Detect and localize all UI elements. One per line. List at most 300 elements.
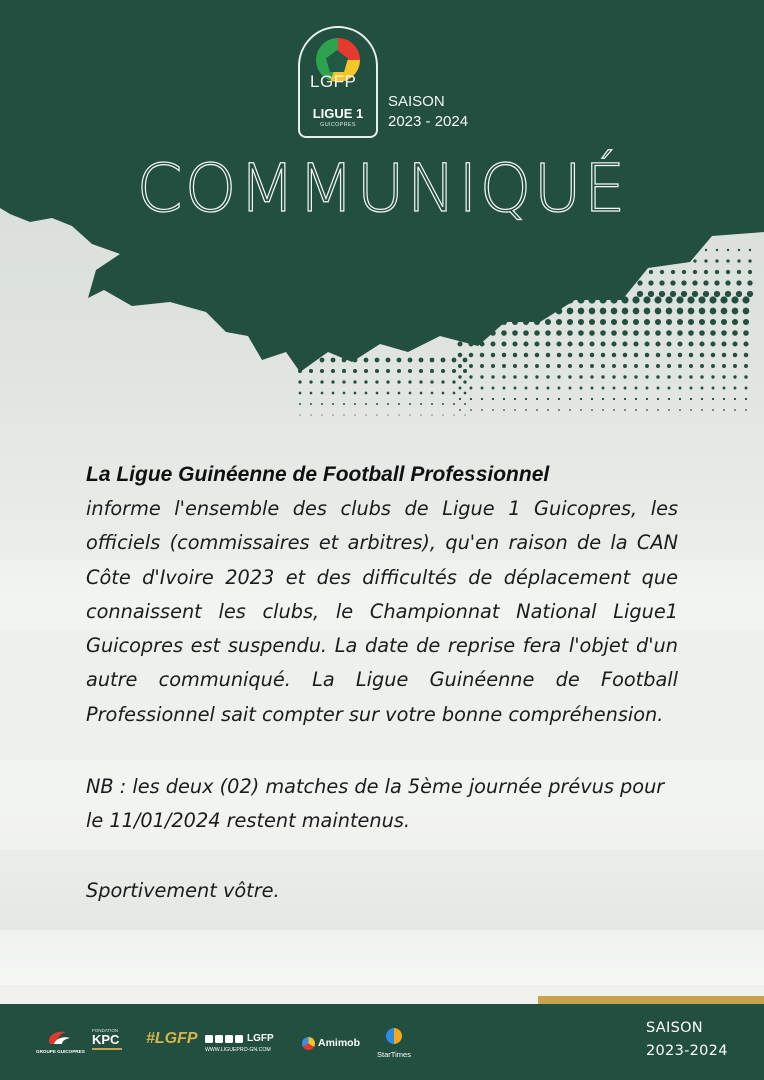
halftone-dot — [579, 353, 584, 358]
halftone-dot — [525, 409, 527, 411]
halftone-dot — [534, 319, 540, 325]
halftone-dot — [716, 249, 718, 251]
halftone-dot — [601, 375, 604, 378]
halftone-dot — [343, 414, 344, 415]
halftone-dot — [536, 398, 538, 400]
halftone-dot — [737, 270, 741, 274]
halftone-dot — [743, 308, 750, 315]
halftone-dot — [184, 291, 186, 293]
halftone-dot — [524, 375, 527, 378]
halftone-dot — [386, 358, 391, 363]
halftone-dot — [555, 296, 562, 303]
halftone-dot — [501, 319, 507, 325]
halftone-dot — [732, 341, 737, 346]
groupe-guicopres-logo — [36, 1028, 85, 1058]
halftone-dot — [748, 259, 751, 262]
halftone-dot — [419, 380, 422, 383]
halftone-dot — [665, 296, 672, 303]
halftone-dot — [430, 380, 433, 383]
halftone-dot — [354, 403, 356, 405]
halftone-dot — [342, 380, 345, 383]
hashtag-lgfp: #LGFP — [146, 1030, 198, 1047]
halftone-dot — [648, 291, 654, 297]
halftone-dot — [557, 364, 561, 368]
halftone-dot — [744, 375, 747, 378]
halftone-dot — [206, 280, 209, 283]
halftone-dot — [310, 403, 312, 405]
halftone-dot — [331, 358, 336, 363]
instagram-icon — [225, 1035, 233, 1043]
halftone-dot — [545, 308, 552, 315]
halftone-dot — [160, 234, 166, 240]
halftone-dot — [490, 319, 496, 325]
halftone-dot — [580, 409, 582, 411]
halftone-dot — [430, 369, 434, 373]
halftone-dot — [479, 330, 485, 336]
halftone-dot — [283, 291, 285, 293]
halftone-dot — [459, 409, 461, 411]
halftone-dot — [216, 268, 220, 272]
halftone-dot — [670, 280, 675, 285]
halftone-dot — [612, 375, 615, 378]
halftone-dot — [216, 257, 220, 261]
halftone-dot — [725, 280, 730, 285]
lgfp-logo — [298, 26, 378, 138]
halftone-dot — [611, 308, 618, 315]
halftone-dot — [699, 341, 704, 346]
halftone-dot — [501, 330, 507, 336]
halftone-dot — [726, 259, 729, 262]
halftone-dot — [733, 353, 738, 358]
halftone-dot — [668, 398, 670, 400]
halftone-dot — [689, 375, 692, 378]
halftone-dot — [139, 268, 143, 272]
halftone-dot — [397, 369, 401, 373]
halftone-dot — [239, 280, 242, 283]
halftone-dot — [292, 234, 298, 240]
halftone-dot — [568, 364, 572, 368]
halftone-dot — [736, 280, 741, 285]
halftone-dot — [464, 392, 467, 395]
halftone-dot — [354, 392, 357, 395]
halftone-dot — [668, 409, 670, 411]
halftone-dot — [173, 280, 176, 283]
halftone-dot — [129, 280, 132, 283]
halftone-dot — [722, 353, 727, 358]
halftone-dot — [731, 296, 738, 303]
halftone-dot — [557, 375, 560, 378]
halftone-dot — [547, 387, 550, 390]
halftone-dot — [463, 358, 468, 363]
halftone-dot — [693, 270, 697, 274]
halftone-dot — [721, 341, 726, 346]
halftone-dot — [637, 280, 642, 285]
halftone-dot — [140, 280, 143, 283]
halftone-dot — [567, 319, 573, 325]
halftone-dot — [650, 249, 652, 251]
halftone-dot — [679, 409, 681, 411]
halftone-dot — [386, 380, 389, 383]
halftone-dot — [468, 341, 473, 346]
halftone-dot — [700, 353, 705, 358]
halftone-dot — [644, 308, 651, 315]
halftone-dot — [557, 353, 562, 358]
halftone-dot — [524, 353, 529, 358]
halftone-dot — [688, 308, 695, 315]
halftone-dot — [365, 414, 366, 415]
halftone-dot — [408, 369, 412, 373]
halftone-dot — [354, 414, 355, 415]
halftone-dot — [535, 353, 540, 358]
halftone-dot — [299, 392, 302, 395]
halftone-dot — [699, 319, 705, 325]
halftone-dot — [457, 341, 462, 346]
halftone-dot — [353, 369, 357, 373]
halftone-dot — [689, 353, 694, 358]
amimob-mark-icon — [302, 1037, 315, 1050]
halftone-dot — [469, 353, 474, 358]
halftone-dot — [580, 387, 583, 390]
halftone-dot — [569, 409, 571, 411]
halftone-dot — [688, 330, 694, 336]
halftone-dot — [398, 392, 401, 395]
halftone-dot — [409, 403, 411, 405]
halftone-dot — [387, 403, 389, 405]
halftone-dot — [293, 257, 297, 261]
halftone-dot — [183, 246, 188, 251]
halftone-dot — [431, 392, 434, 395]
halftone-dot — [745, 387, 748, 390]
halftone-dot — [667, 353, 672, 358]
halftone-dot — [128, 246, 133, 251]
halftone-dot — [503, 398, 505, 400]
halftone-dot — [692, 280, 697, 285]
halftone-dot — [490, 330, 496, 336]
guicopres-mark-icon — [36, 1028, 82, 1048]
halftone-dot — [193, 234, 199, 240]
halftone-dot — [749, 249, 751, 251]
halftone-dot — [623, 364, 627, 368]
halftone-dot — [655, 319, 661, 325]
halftone-dot — [534, 341, 539, 346]
halftone-dot — [468, 330, 474, 336]
halftone-dot — [578, 341, 583, 346]
halftone-dot — [721, 319, 727, 325]
startimes-mark-icon — [386, 1028, 402, 1044]
halftone-dot — [139, 257, 143, 261]
halftone-dot — [419, 369, 423, 373]
halftone-dot — [578, 319, 584, 325]
halftone-dot — [514, 387, 517, 390]
halftone-dot — [259, 234, 265, 240]
halftone-dot — [321, 392, 324, 395]
halftone-dot — [569, 387, 572, 390]
halftone-dot — [657, 398, 659, 400]
halftone-dot — [734, 387, 737, 390]
halftone-dot — [660, 259, 663, 262]
halftone-dot — [310, 414, 311, 415]
halftone-dot — [589, 330, 595, 336]
startimes-logo — [374, 1028, 414, 1060]
halftone-dot — [309, 369, 313, 373]
halftone-dot — [681, 280, 686, 285]
halftone-dot — [376, 403, 378, 405]
halftone-dot — [459, 387, 462, 390]
halftone-dot — [747, 291, 753, 297]
halftone-dot — [723, 398, 725, 400]
halftone-dot — [715, 259, 718, 262]
halftone-dot — [682, 270, 686, 274]
halftone-dot — [726, 270, 730, 274]
halftone-dot — [320, 358, 325, 363]
halftone-dot — [249, 246, 254, 251]
halftone-dot — [320, 380, 323, 383]
halftone-dot — [442, 414, 443, 415]
halftone-dot — [469, 364, 473, 368]
halftone-dot — [567, 341, 572, 346]
halftone-dot — [490, 308, 497, 315]
halftone-dot — [150, 268, 154, 272]
halftone-dot — [679, 398, 681, 400]
halftone-dot — [590, 375, 593, 378]
halftone-dot — [184, 280, 187, 283]
halftone-dot — [237, 234, 243, 240]
halftone-dot — [491, 364, 495, 368]
halftone-dot — [655, 341, 660, 346]
halftone-dot — [481, 398, 483, 400]
halftone-dot — [624, 398, 626, 400]
halftone-dot — [671, 259, 674, 262]
halftone-dot — [655, 330, 661, 336]
halftone-dot — [227, 268, 231, 272]
halftone-dot — [398, 414, 399, 415]
halftone-dot — [365, 403, 367, 405]
halftone-dot — [128, 257, 132, 261]
halftone-dot — [633, 330, 639, 336]
halftone-dot — [602, 387, 605, 390]
halftone-dot — [710, 308, 717, 315]
halftone-dot — [710, 330, 716, 336]
halftone-dot — [511, 296, 518, 303]
halftone-dot — [463, 380, 466, 383]
halftone-dot — [558, 398, 560, 400]
halftone-dot — [453, 403, 455, 405]
logo-sponsor-name: GUICOPRES — [320, 122, 356, 128]
halftone-dot — [512, 308, 519, 315]
halftone-dot — [457, 308, 464, 315]
halftone-dot — [580, 398, 582, 400]
halftone-dot — [536, 387, 539, 390]
season-label: SAISON — [388, 93, 445, 110]
halftone-dot — [343, 392, 346, 395]
halftone-dot — [733, 364, 737, 368]
halftone-dot — [128, 268, 132, 272]
halftone-dot — [456, 296, 463, 303]
startimes-label: StarTimes — [377, 1050, 411, 1059]
halftone-dot — [309, 358, 314, 363]
halftone-dot — [239, 291, 241, 293]
halftone-dot — [353, 358, 358, 363]
halftone-dot — [544, 296, 551, 303]
halftone-dot — [364, 369, 368, 373]
halftone-dot — [710, 319, 716, 325]
halftone-dot — [748, 270, 752, 274]
halftone-dot — [682, 259, 685, 262]
halftone-dot — [602, 409, 604, 411]
halftone-dot — [736, 291, 742, 297]
halftone-dot — [298, 380, 301, 383]
halftone-dot — [745, 398, 747, 400]
halftone-dot — [431, 414, 432, 415]
halftone-dot — [150, 257, 154, 261]
halftone-dot — [469, 375, 472, 378]
halftone-dot — [701, 387, 704, 390]
halftone-dot — [138, 234, 144, 240]
halftone-dot — [458, 353, 463, 358]
halftone-dot — [409, 392, 412, 395]
halftone-dot — [635, 409, 637, 411]
halftone-dot — [457, 319, 463, 325]
halftone-dot — [657, 387, 660, 390]
halftone-dot — [635, 387, 638, 390]
halftone-dot — [321, 403, 323, 405]
groupe-guicopres-label: GROUPE GUICOPRES — [36, 1049, 85, 1054]
halftone-dot — [656, 353, 661, 358]
halftone-dot — [502, 353, 507, 358]
halftone-dot — [613, 387, 616, 390]
halftone-dot — [546, 364, 550, 368]
halftone-dot — [568, 375, 571, 378]
halftone-dot — [668, 387, 671, 390]
halftone-dot — [742, 296, 749, 303]
halftone-dot — [645, 375, 648, 378]
season-label: SAISON — [646, 1020, 703, 1036]
season-years: 2023 - 2024 — [388, 113, 469, 130]
halftone-dot — [397, 380, 400, 383]
halftone-dot — [659, 291, 665, 297]
halftone-dot — [195, 280, 198, 283]
halftone-dot — [611, 319, 617, 325]
halftone-dot — [649, 270, 653, 274]
halftone-dot — [238, 257, 242, 261]
halftone-dot — [387, 414, 388, 415]
halftone-dot — [459, 398, 461, 400]
halftone-dot — [712, 398, 714, 400]
halftone-dot — [364, 358, 369, 363]
halftone-dot — [172, 257, 176, 261]
halftone-dot — [690, 409, 692, 411]
season-years: 2023-2024 — [646, 1043, 728, 1059]
halftone-dot — [299, 414, 300, 415]
halftone-dot — [294, 280, 297, 283]
halftone-dot — [514, 398, 516, 400]
logo-league-name: LIGUE 1 — [312, 106, 364, 121]
halftone-dot — [480, 364, 484, 368]
halftone-dot — [408, 380, 411, 383]
halftone-dot — [408, 358, 413, 363]
halftone-dot — [129, 291, 131, 293]
halftone-dot — [441, 380, 444, 383]
halftone-dot — [558, 409, 560, 411]
halftone-dot — [479, 341, 484, 346]
halftone-dot — [634, 375, 637, 378]
halftone-dot — [513, 353, 518, 358]
halftone-dot — [321, 414, 322, 415]
halftone-dot — [654, 296, 661, 303]
halftone-dot — [310, 392, 313, 395]
halftone-dot — [568, 353, 573, 358]
halftone-dot — [430, 358, 435, 363]
halftone-dot — [149, 234, 155, 240]
halftone-dot — [591, 387, 594, 390]
halftone-dot — [260, 246, 265, 251]
halftone-dot — [375, 380, 378, 383]
halftone-dot — [638, 259, 641, 262]
halftone-dot — [599, 296, 606, 303]
halftone-dot — [660, 270, 664, 274]
halftone-dot — [299, 403, 301, 405]
halftone-dot — [655, 308, 662, 315]
halftone-dot — [452, 380, 455, 383]
kpc-underline — [92, 1048, 122, 1050]
halftone-dot — [546, 353, 551, 358]
halftone-dot — [513, 364, 517, 368]
halftone-dot — [441, 369, 445, 373]
halftone-dot — [492, 387, 495, 390]
halftone-dot — [659, 280, 664, 285]
halftone-dot — [227, 257, 231, 261]
halftone-dot — [547, 398, 549, 400]
website-url: WWW.LIGUEPRO-GN.COM — [205, 1047, 271, 1053]
halftone-dot — [611, 341, 616, 346]
halftone-dot — [732, 308, 739, 315]
pitch-stripe — [0, 930, 764, 985]
halftone-dot — [514, 409, 516, 411]
halftone-dot — [420, 392, 423, 395]
halftone-dot — [692, 291, 698, 297]
halftone-dot — [470, 387, 473, 390]
halftone-dot — [648, 280, 653, 285]
halftone-dot — [703, 280, 708, 285]
halftone-dot — [744, 364, 748, 368]
halftone-dot — [205, 246, 210, 251]
halftone-dot — [621, 296, 628, 303]
halftone-dot — [677, 330, 683, 336]
halftone-dot — [227, 246, 232, 251]
halftone-dot — [672, 249, 674, 251]
halftone-dot — [249, 268, 253, 272]
halftone-dot — [700, 375, 703, 378]
halftone-dot — [693, 259, 696, 262]
halftone-dot — [442, 403, 444, 405]
twitter-icon — [235, 1035, 243, 1043]
halftone-dot — [162, 280, 165, 283]
halftone-dot — [690, 387, 693, 390]
season-badge-top — [388, 92, 468, 132]
halftone-dot — [479, 308, 486, 315]
halftone-dot — [646, 387, 649, 390]
halftone-dot — [622, 308, 629, 315]
halftone-dot — [578, 330, 584, 336]
halftone-dot — [709, 296, 716, 303]
halftone-dot — [205, 268, 209, 272]
halftone-dot — [298, 358, 303, 363]
halftone-dot — [689, 364, 693, 368]
halftone-dot — [556, 330, 562, 336]
halftone-dot — [453, 414, 454, 415]
halftone-dot — [646, 398, 648, 400]
halftone-dot — [272, 291, 274, 293]
